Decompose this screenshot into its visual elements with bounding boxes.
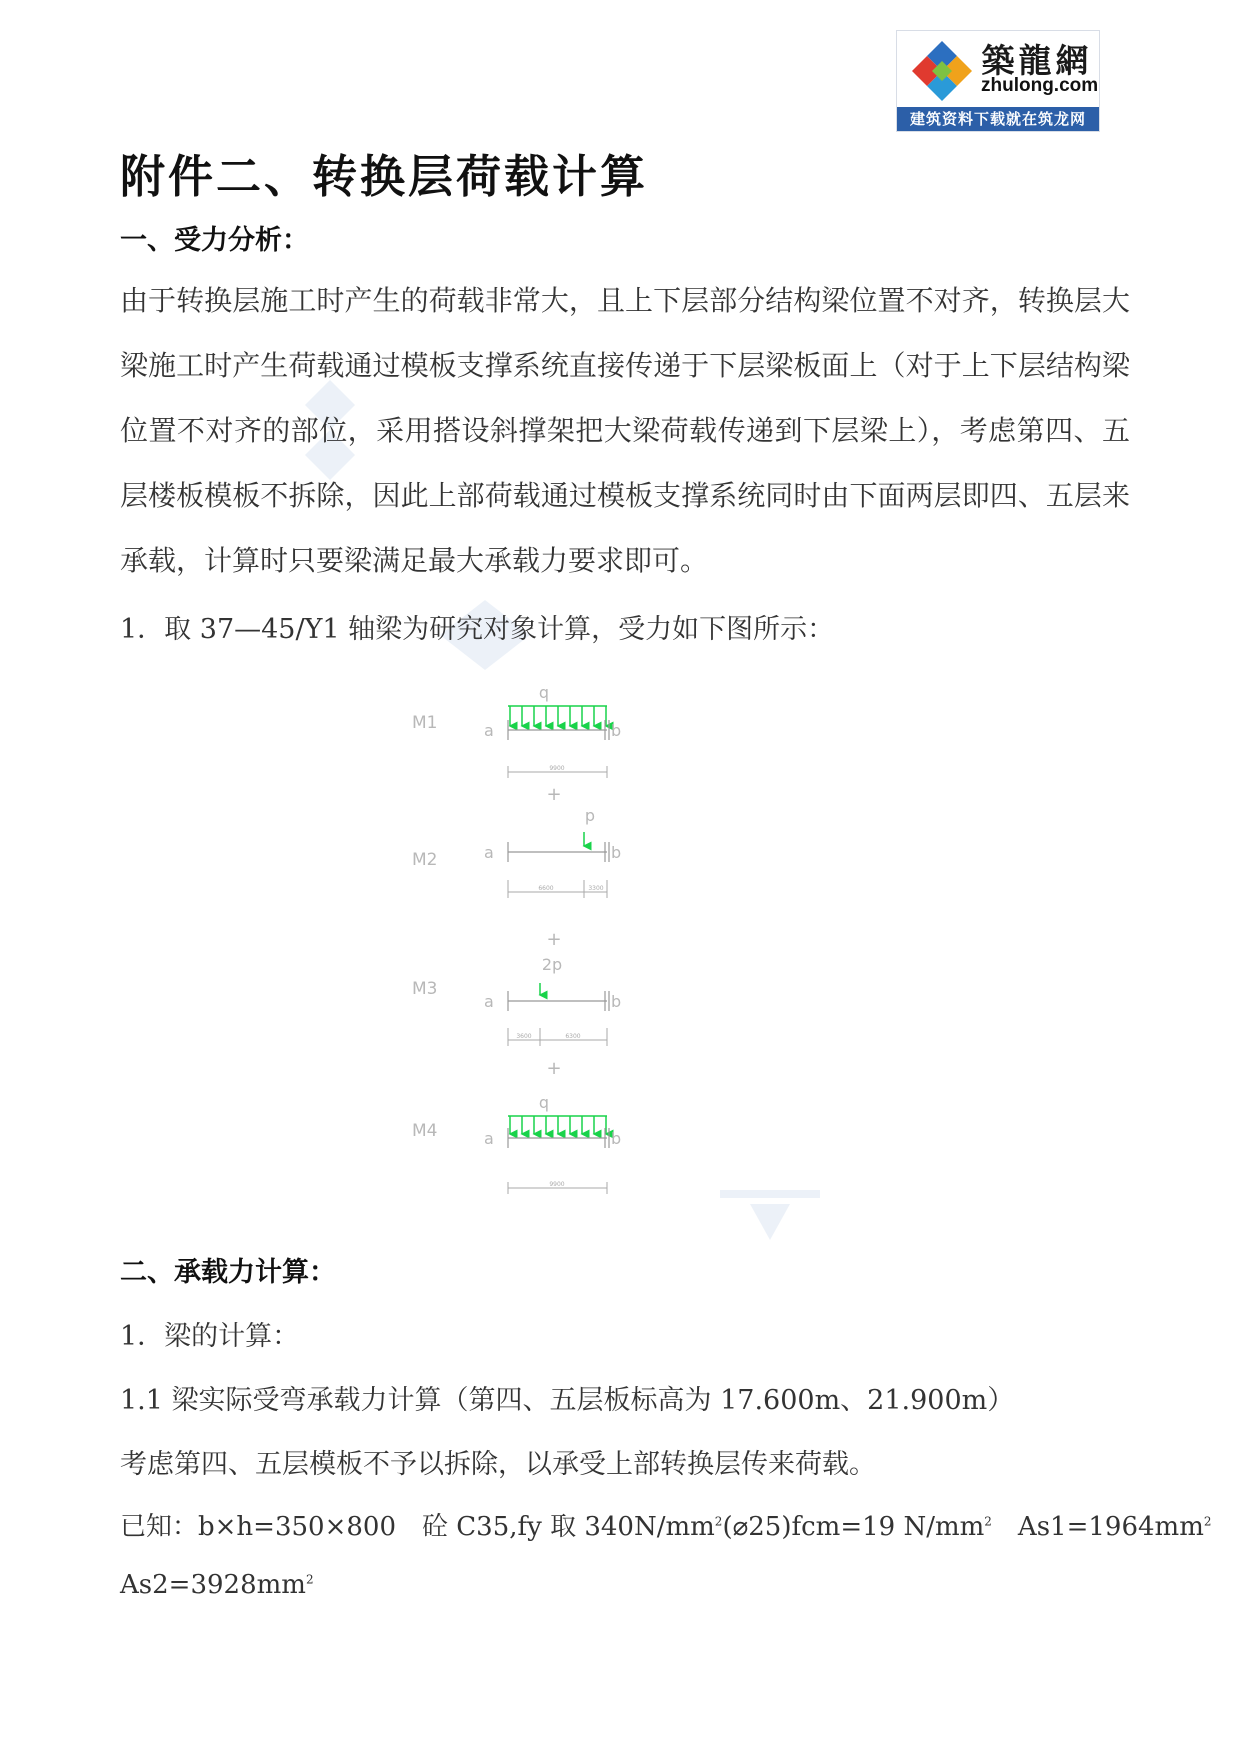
- load-case-m4: [412, 1093, 621, 1194]
- support-b-label: b: [611, 992, 622, 1011]
- distributed-load-arrows: [510, 706, 606, 726]
- as2-value: As2=3928mm: [120, 1570, 306, 1600]
- dimension-label: 9900: [549, 1181, 565, 1188]
- dimension-label: 3600: [516, 1033, 532, 1040]
- formwork-retention-note: 考虑第四、五层模板不予以拆除，以承受上部转换层传来荷载。: [120, 1449, 876, 1480]
- load-label: q: [538, 683, 550, 702]
- case-label: M4: [412, 1121, 438, 1141]
- page-title: 附件二、转换层荷载计算: [120, 150, 649, 203]
- load-label: p: [584, 806, 596, 825]
- bar-diameter-symbol: ⌀: [732, 1512, 749, 1542]
- dimension-label: 6600: [538, 885, 554, 892]
- logo-brand-name: 築龍網: [981, 41, 1093, 80]
- known-mid: 25)fcm=19 N/mm: [748, 1512, 985, 1542]
- case-label: M3: [412, 979, 438, 999]
- support-b-label: b: [611, 843, 622, 862]
- superscript: 2: [305, 1572, 314, 1587]
- dimension-label: 9900: [549, 765, 565, 772]
- load-case-m2: [412, 806, 621, 898]
- known-prefix: 已知：b×h=350×800 砼 C35,fy 取 340N/mm: [120, 1512, 715, 1542]
- support-a-label: a: [484, 843, 494, 862]
- dimension-label: 6300: [565, 1033, 581, 1040]
- known-as2: [120, 1570, 314, 1600]
- superscript: 2: [1203, 1514, 1212, 1529]
- dimension-label: 3300: [588, 885, 604, 892]
- logo-slogan: 建筑资料下载就在筑龙网: [897, 107, 1099, 131]
- item-1-1-flexural-capacity: 1.1 梁实际受弯承载力计算（第四、五层板标高为 17.600m、21.900m）: [120, 1385, 1015, 1416]
- support-b-label: b: [611, 1129, 622, 1148]
- plus-sign: +: [546, 1058, 562, 1079]
- support-b-label: b: [611, 721, 622, 740]
- known-as1: As1=1964mm: [991, 1512, 1204, 1542]
- load-label: q: [538, 1093, 550, 1112]
- distributed-load-arrows: [510, 1116, 606, 1134]
- force-analysis-paragraph: 由于转换层施工时产生的荷载非常大，且上下层部分结构梁位置不对齐，转换层大梁施工时产生荷载通过模板支撑系统直接传递于下层梁板面上（对于上下层结构梁位置不对齐的部位，采用搭设斜撑架把大梁荷载传递到下层梁上），考虑第四、五层楼板模板不拆除，因此上部荷载通过模板支撑系统同时由下面两层即四、五层来承载，计算时只要梁满足最大承载力要求即可。: [120, 284, 1130, 577]
- load-label: 2p: [541, 955, 563, 974]
- item-1-beam-calculation: 1．梁的计算：: [120, 1321, 300, 1352]
- plus-sign: +: [546, 784, 562, 805]
- superscript: 2: [984, 1514, 992, 1529]
- case-label: M1: [412, 713, 438, 733]
- load-case-m3: [412, 955, 621, 1046]
- known-parameters: [120, 1506, 1212, 1543]
- support-a-label: a: [484, 992, 494, 1011]
- section-heading-force-analysis: 一、受力分析：: [120, 225, 309, 256]
- support-a-label: a: [484, 1129, 494, 1148]
- support-a-label: a: [484, 721, 494, 740]
- item-1-research-object: 1．取 37—45/Y1 轴梁为研究对象计算，受力如下图所示：: [120, 614, 835, 645]
- known-mid: (: [722, 1512, 733, 1542]
- superscript: 2: [714, 1514, 723, 1529]
- load-case-m1: [412, 683, 621, 778]
- logo-domain: zhulong.com: [981, 75, 1099, 96]
- case-label: M2: [412, 850, 438, 870]
- section-heading-bearing-capacity: 二、承载力计算：: [120, 1257, 336, 1288]
- plus-sign: +: [546, 929, 562, 950]
